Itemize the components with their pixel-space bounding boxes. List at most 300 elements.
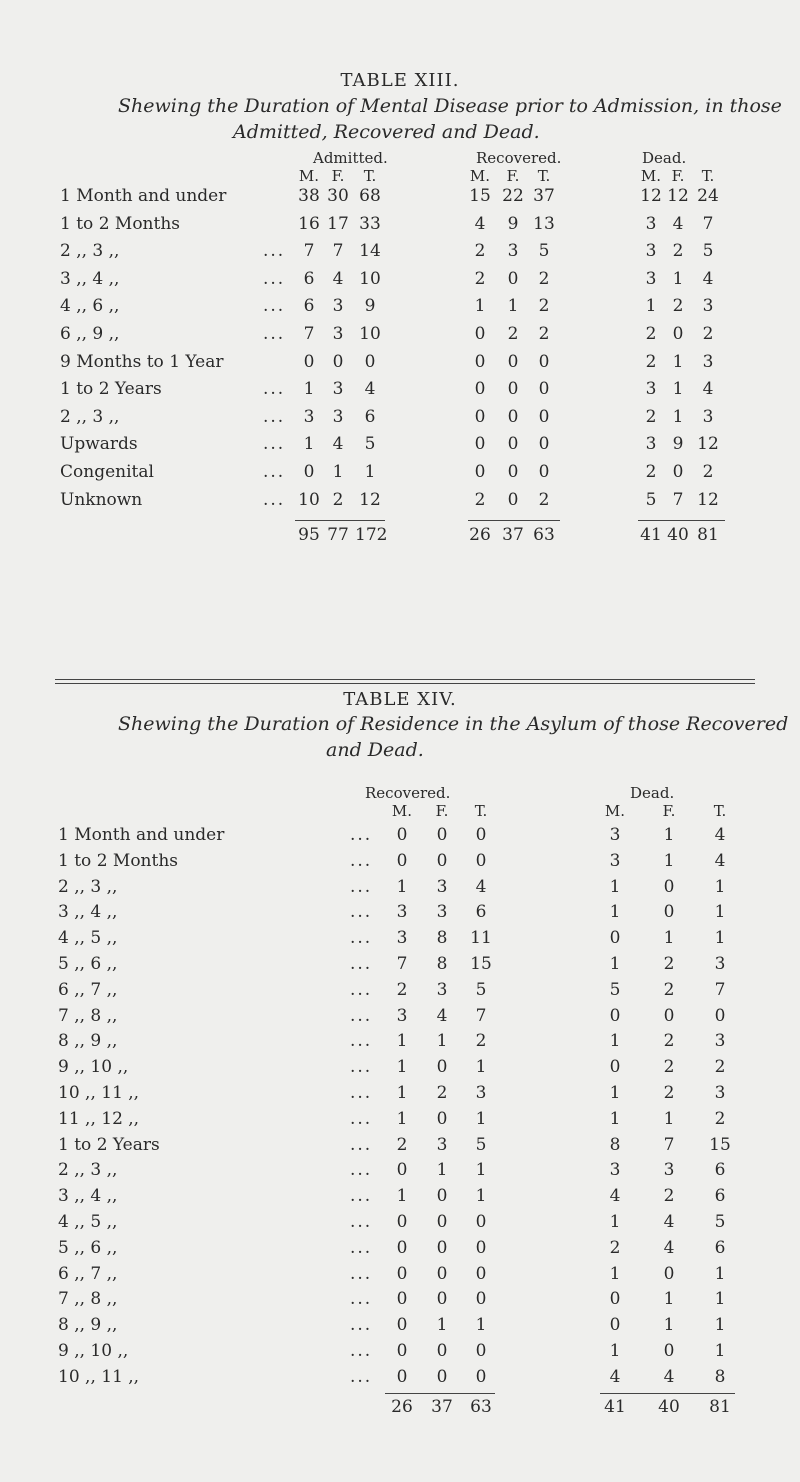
- t14-row-value: 0: [436, 1108, 448, 1129]
- t14-row-value: 0: [609, 1005, 621, 1026]
- t14-row-value: 0: [663, 1263, 675, 1284]
- t14-row-leader: ...: [350, 1237, 373, 1258]
- t14-row-leader: ...: [350, 825, 373, 845]
- t14-row-value: 0: [475, 1212, 487, 1232]
- t14-row-value: 3: [396, 928, 408, 949]
- t13-subhead: F.: [671, 167, 685, 185]
- t14-row-value: 1: [609, 1341, 621, 1361]
- t14-row-value: 2: [436, 1083, 448, 1103]
- t13-row-value: 0: [474, 434, 486, 455]
- t14-row-leader: ...: [350, 1315, 373, 1336]
- t14-row-value: 1: [663, 1108, 675, 1129]
- table14-subtitle-1: Shewing the Duration of Residence in the Asylum of those Recovered: [118, 713, 789, 735]
- t13-row-value: 5: [538, 241, 550, 262]
- t13-row-value: 2: [538, 324, 550, 344]
- t14-row-value: 3: [396, 1005, 408, 1026]
- t14-row-value: 15: [709, 1134, 731, 1155]
- t14-row-leader: ...: [350, 1289, 373, 1310]
- t14-row-value: 1: [396, 1031, 408, 1052]
- t13-row-value: 14: [359, 241, 381, 262]
- t14-row-value: 3: [436, 1134, 448, 1155]
- t14-row-leader: ...: [350, 1108, 373, 1129]
- t14-row-value: 0: [436, 1212, 448, 1232]
- t13-row-value: 5: [364, 434, 376, 455]
- t14-row-value: 2: [714, 1057, 726, 1078]
- t14-row-value: 0: [714, 1005, 726, 1026]
- t13-subhead: M.: [640, 167, 662, 185]
- t13-group-recovered: Recovered.: [476, 149, 562, 167]
- t13-row-value: 3: [507, 241, 519, 262]
- t14-row-label: 3 ,, 4 ,,: [58, 902, 118, 923]
- t13-row-value: 10: [298, 489, 320, 510]
- t13-row-value: 3: [645, 434, 657, 455]
- t14-row-value: 1: [436, 1031, 448, 1052]
- t14-total-value: 26: [391, 1397, 413, 1417]
- t13-total-rule: [638, 520, 725, 521]
- t13-row-value: 0: [538, 434, 550, 455]
- t14-row-value: 7: [663, 1134, 675, 1155]
- t14-subhead: M.: [391, 802, 413, 820]
- t14-row-value: 0: [609, 928, 621, 949]
- t13-row-value: 0: [507, 379, 519, 400]
- t13-row-value: 9: [672, 434, 684, 455]
- t13-table-row: [0, 490, 800, 520]
- t13-row-value: 0: [332, 351, 344, 372]
- t13-row-value: 13: [533, 213, 555, 234]
- t13-row-value: 0: [672, 324, 684, 344]
- t13-row-leader: ...: [263, 268, 286, 289]
- t13-table-row: [0, 462, 800, 492]
- t13-row-value: 5: [702, 241, 714, 262]
- t14-row-value: 2: [663, 1057, 675, 1078]
- t13-row-value: 2: [507, 324, 519, 344]
- t14-row-value: 8: [714, 1366, 726, 1387]
- t14-row-value: 0: [475, 1237, 487, 1258]
- table13-title: TABLE XIII.: [340, 70, 460, 91]
- t13-row-leader: ...: [263, 462, 286, 482]
- t13-row-value: 2: [672, 296, 684, 317]
- t14-row-leader: ...: [350, 1005, 373, 1026]
- t13-row-value: 0: [303, 351, 315, 372]
- t13-row-value: 24: [697, 186, 719, 206]
- t14-row-value: 1: [609, 1083, 621, 1103]
- t14-row-value: 11: [470, 928, 492, 949]
- t13-row-value: 1: [303, 434, 315, 455]
- t13-row-value: 1: [672, 268, 684, 289]
- t13-row-value: 0: [474, 406, 486, 427]
- t14-row-value: 1: [609, 902, 621, 923]
- t13-row-value: 2: [702, 462, 714, 482]
- t14-row-value: 1: [436, 1315, 448, 1336]
- t13-total-value: 26: [469, 525, 491, 545]
- t13-row-value: 10: [359, 324, 381, 344]
- t14-row-value: 1: [609, 1031, 621, 1052]
- t14-row-label: 4 ,, 5 ,,: [58, 1212, 118, 1232]
- t14-row-value: 0: [475, 1341, 487, 1361]
- t13-row-value: 9: [364, 296, 376, 317]
- t13-total-rule: [295, 520, 385, 521]
- t14-row-value: 8: [609, 1134, 621, 1155]
- t14-total-rule: [600, 1393, 735, 1394]
- t14-row-label: 1 to 2 Months: [58, 850, 179, 871]
- t13-table-row: [0, 407, 800, 437]
- t14-row-value: 6: [714, 1160, 726, 1181]
- t14-row-leader: ...: [350, 1212, 373, 1232]
- t13-row-value: 7: [303, 241, 315, 262]
- t14-row-leader: ...: [350, 876, 373, 897]
- t13-row-value: 5: [645, 489, 657, 510]
- t13-row-value: 1: [303, 379, 315, 400]
- t14-row-value: 0: [396, 1341, 408, 1361]
- t13-row-value: 0: [474, 379, 486, 400]
- t14-row-value: 1: [609, 1263, 621, 1284]
- t14-row-value: 0: [436, 1057, 448, 1078]
- t14-row-leader: ...: [350, 850, 373, 871]
- t13-bottom-rule-2: [55, 683, 755, 684]
- t14-row-value: 0: [396, 1160, 408, 1181]
- t14-row-value: 1: [396, 1083, 408, 1103]
- t14-row-label: 5 ,, 6 ,,: [58, 1237, 118, 1258]
- t13-row-value: 1: [332, 462, 344, 482]
- t13-totals: [0, 525, 800, 555]
- t14-row-value: 2: [714, 1108, 726, 1129]
- t14-row-value: 0: [396, 825, 408, 845]
- t14-row-value: 3: [714, 1083, 726, 1103]
- t13-row-label: 3 ,, 4 ,,: [60, 268, 120, 289]
- t13-row-leader: ...: [263, 324, 286, 344]
- t14-row-value: 0: [663, 876, 675, 897]
- t13-row-value: 4: [672, 213, 684, 234]
- t14-row-leader: ...: [350, 1366, 373, 1387]
- t13-row-value: 0: [474, 351, 486, 372]
- t13-row-label: 4 ,, 6 ,,: [60, 296, 120, 317]
- t14-row-value: 7: [714, 979, 726, 1000]
- t14-row-value: 1: [609, 1212, 621, 1232]
- t13-row-value: 2: [645, 406, 657, 427]
- t13-row-value: 2: [645, 462, 657, 482]
- t13-subhead: T.: [701, 167, 715, 185]
- t14-row-value: 0: [396, 1289, 408, 1310]
- t13-row-leader: ...: [263, 241, 286, 262]
- t13-row-value: 0: [538, 462, 550, 482]
- t13-row-value: 2: [672, 241, 684, 262]
- t13-total-value: 37: [502, 525, 524, 545]
- t13-row-value: 9: [507, 213, 519, 234]
- t14-row-value: 0: [475, 1289, 487, 1310]
- t14-row-value: 5: [475, 1134, 487, 1155]
- t14-row-value: 0: [436, 850, 448, 871]
- t13-table-row: [0, 352, 800, 382]
- t14-row-value: 7: [475, 1005, 487, 1026]
- t13-row-value: 15: [469, 186, 491, 206]
- t13-row-value: 1: [364, 462, 376, 482]
- t14-row-value: 3: [436, 876, 448, 897]
- t14-row-value: 0: [475, 825, 487, 845]
- t13-row-label: 6 ,, 9 ,,: [60, 324, 120, 344]
- t14-row-value: 0: [436, 1186, 448, 1207]
- t13-row-value: 3: [332, 406, 344, 427]
- t13-row-label: 1 Month and under: [60, 186, 227, 206]
- t14-row-value: 1: [475, 1160, 487, 1181]
- t13-row-value: 2: [538, 296, 550, 317]
- t14-row-value: 0: [436, 1341, 448, 1361]
- t13-subhead: F.: [331, 167, 345, 185]
- t13-total-value: 41: [640, 525, 662, 545]
- t14-row-value: 15: [470, 954, 492, 974]
- t13-row-label: Congenital: [60, 462, 154, 482]
- t13-row-value: 2: [332, 489, 344, 510]
- t13-row-value: 16: [298, 213, 320, 234]
- t14-row-value: 1: [396, 1108, 408, 1129]
- t14-row-label: 5 ,, 6 ,,: [58, 954, 118, 974]
- t13-row-value: 3: [702, 406, 714, 427]
- t14-row-value: 0: [436, 825, 448, 845]
- t13-subhead: M.: [469, 167, 491, 185]
- t14-subhead: T.: [474, 802, 488, 820]
- t13-row-value: 4: [364, 379, 376, 400]
- t14-row-value: 2: [663, 1083, 675, 1103]
- t14-row-value: 1: [396, 876, 408, 897]
- t13-row-value: 2: [474, 489, 486, 510]
- t13-row-value: 1: [672, 406, 684, 427]
- t13-row-value: 38: [298, 186, 320, 206]
- t13-group-admitted: Admitted.: [313, 149, 388, 167]
- t14-row-value: 1: [436, 1160, 448, 1181]
- t14-row-value: 3: [475, 1083, 487, 1103]
- table13-subtitle-1: Shewing the Duration of Mental Disease prior to Admission, in those: [118, 95, 782, 117]
- t13-row-leader: ...: [263, 379, 286, 400]
- t14-row-value: 5: [609, 979, 621, 1000]
- t14-row-leader: ...: [350, 1031, 373, 1052]
- t14-row-value: 5: [475, 979, 487, 1000]
- t14-row-label: 2 ,, 3 ,,: [58, 1160, 118, 1181]
- t13-row-value: 3: [645, 241, 657, 262]
- t14-row-value: 0: [436, 1263, 448, 1284]
- t13-table-row: [0, 296, 800, 326]
- t13-total-value: 172: [355, 525, 388, 545]
- t13-row-value: 12: [640, 186, 662, 206]
- t13-row-value: 4: [702, 379, 714, 400]
- t14-row-value: 4: [609, 1366, 621, 1387]
- t14-row-label: 3 ,, 4 ,,: [58, 1186, 118, 1207]
- t14-row-value: 1: [475, 1315, 487, 1336]
- t14-row-value: 6: [714, 1237, 726, 1258]
- t14-subhead: T.: [713, 802, 727, 820]
- t14-row-leader: ...: [350, 1160, 373, 1181]
- t14-row-value: 2: [396, 979, 408, 1000]
- t14-row-value: 5: [714, 1212, 726, 1232]
- t13-row-value: 0: [507, 489, 519, 510]
- t13-row-value: 1: [474, 296, 486, 317]
- t13-row-value: 1: [645, 296, 657, 317]
- t14-row-value: 1: [714, 1315, 726, 1336]
- t13-total-value: 77: [327, 525, 349, 545]
- t13-row-leader: ...: [263, 406, 286, 427]
- t13-row-value: 4: [474, 213, 486, 234]
- t14-row-value: 1: [714, 876, 726, 897]
- t13-row-value: 1: [507, 296, 519, 317]
- t14-row-value: 0: [436, 1237, 448, 1258]
- t13-row-value: 7: [702, 213, 714, 234]
- t14-row-value: 1: [663, 928, 675, 949]
- table14-title: TABLE XIV.: [343, 689, 457, 710]
- t13-table-row: [0, 379, 800, 409]
- t14-row-value: 4: [663, 1366, 675, 1387]
- t14-row-value: 3: [714, 1031, 726, 1052]
- t14-row-leader: ...: [350, 954, 373, 974]
- t13-row-value: 4: [332, 434, 344, 455]
- t14-row-value: 1: [663, 1289, 675, 1310]
- t13-row-value: 0: [672, 462, 684, 482]
- t14-row-value: 1: [663, 1315, 675, 1336]
- t13-row-value: 3: [645, 213, 657, 234]
- t13-row-value: 3: [702, 296, 714, 317]
- t14-row-value: 1: [475, 1186, 487, 1207]
- t13-row-value: 12: [359, 489, 381, 510]
- t13-row-value: 12: [697, 434, 719, 455]
- t14-row-value: 1: [475, 1057, 487, 1078]
- t14-row-value: 8: [436, 954, 448, 974]
- t13-row-value: 3: [645, 379, 657, 400]
- t14-row-value: 2: [609, 1237, 621, 1258]
- t13-total-value: 81: [697, 525, 719, 545]
- t13-row-label: 2 ,, 3 ,,: [60, 406, 120, 427]
- t13-row-value: 17: [327, 213, 349, 234]
- t13-row-value: 7: [332, 241, 344, 262]
- t14-row-label: 8 ,, 9 ,,: [58, 1315, 118, 1336]
- t14-total-rule: [385, 1393, 495, 1394]
- t14-row-value: 4: [609, 1186, 621, 1207]
- t14-row-value: 1: [396, 1057, 408, 1078]
- t13-row-value: 4: [702, 268, 714, 289]
- t13-row-value: 6: [364, 406, 376, 427]
- t13-row-value: 0: [507, 434, 519, 455]
- t14-row-value: 0: [609, 1289, 621, 1310]
- t14-row-label: 1 to 2 Years: [58, 1134, 160, 1155]
- t14-row-value: 2: [475, 1031, 487, 1052]
- t13-row-value: 0: [507, 268, 519, 289]
- t13-subhead: T.: [537, 167, 551, 185]
- t14-row-label: 6 ,, 7 ,,: [58, 979, 118, 1000]
- t13-row-value: 0: [474, 462, 486, 482]
- t14-row-value: 0: [396, 1366, 408, 1387]
- t14-row-value: 2: [663, 954, 675, 974]
- t14-row-value: 1: [609, 876, 621, 897]
- t14-row-leader: ...: [350, 1083, 373, 1103]
- t14-row-label: 1 Month and under: [58, 825, 225, 845]
- t13-table-row: [0, 434, 800, 464]
- t14-row-value: 3: [609, 850, 621, 871]
- t13-row-value: 3: [702, 351, 714, 372]
- t13-row-value: 3: [332, 296, 344, 317]
- t14-row-value: 4: [714, 825, 726, 845]
- t13-row-value: 2: [474, 268, 486, 289]
- table13-subtitle-2: Admitted, Recovered and Dead.: [233, 121, 540, 143]
- t13-row-label: Unknown: [60, 489, 143, 510]
- t13-row-value: 0: [507, 351, 519, 372]
- t14-row-value: 2: [663, 979, 675, 1000]
- t13-row-value: 0: [538, 406, 550, 427]
- t13-row-value: 7: [672, 489, 684, 510]
- t14-row-value: 4: [663, 1212, 675, 1232]
- t13-row-value: 2: [645, 351, 657, 372]
- t13-row-value: 2: [474, 241, 486, 262]
- t14-row-value: 4: [714, 850, 726, 871]
- t14-row-leader: ...: [350, 1186, 373, 1207]
- t14-row-value: 1: [609, 954, 621, 974]
- t13-row-value: 4: [332, 268, 344, 289]
- t13-row-label: 1 to 2 Years: [60, 379, 162, 400]
- t13-row-value: 3: [332, 324, 344, 344]
- t14-total-value: 63: [470, 1397, 492, 1417]
- t14-row-value: 3: [609, 825, 621, 845]
- t14-row-value: 3: [396, 902, 408, 923]
- t14-row-label: 9 ,, 10 ,,: [58, 1057, 129, 1078]
- table14-subtitle-2: and Dead.: [326, 739, 424, 761]
- t14-row-value: 1: [663, 850, 675, 871]
- t14-row-value: 0: [475, 1366, 487, 1387]
- t14-total-value: 37: [431, 1397, 453, 1417]
- t13-subhead: M.: [298, 167, 320, 185]
- t13-bottom-rule: [55, 679, 755, 680]
- t13-table-row: [0, 186, 800, 216]
- t14-row-value: 4: [436, 1005, 448, 1026]
- t13-row-value: 68: [359, 186, 381, 206]
- t14-row-label: 9 ,, 10 ,,: [58, 1341, 129, 1361]
- t14-row-value: 0: [609, 1057, 621, 1078]
- t14-row-value: 1: [714, 902, 726, 923]
- t14-row-value: 1: [714, 1263, 726, 1284]
- t14-row-leader: ...: [350, 1341, 373, 1361]
- t14-row-leader: ...: [350, 1263, 373, 1284]
- t14-total-value: 41: [604, 1397, 626, 1417]
- t14-row-value: 1: [714, 928, 726, 949]
- t14-row-value: 6: [475, 902, 487, 923]
- t14-group-dead: Dead.: [630, 784, 675, 802]
- t13-row-label: 1 to 2 Months: [60, 213, 181, 234]
- t14-row-value: 2: [663, 1186, 675, 1207]
- t13-row-value: 2: [538, 268, 550, 289]
- t13-table-row: [0, 324, 800, 354]
- t14-row-value: 3: [714, 954, 726, 974]
- t14-row-label: 7 ,, 8 ,,: [58, 1005, 118, 1026]
- t13-row-label: 2 ,, 3 ,,: [60, 241, 120, 262]
- t14-row-value: 3: [436, 902, 448, 923]
- t14-row-value: 0: [475, 1263, 487, 1284]
- t14-row-leader: ...: [350, 979, 373, 1000]
- t13-row-value: 0: [538, 351, 550, 372]
- t14-row-value: 0: [396, 850, 408, 871]
- t13-row-label: 9 Months to 1 Year: [60, 351, 224, 372]
- t13-row-leader: ...: [263, 296, 286, 317]
- t13-row-value: 2: [702, 324, 714, 344]
- t14-row-value: 0: [663, 1005, 675, 1026]
- t13-row-value: 2: [538, 489, 550, 510]
- t13-total-rule: [468, 520, 560, 521]
- t14-row-value: 1: [714, 1289, 726, 1310]
- t14-row-label: 2 ,, 3 ,,: [58, 876, 118, 897]
- t14-row-value: 2: [663, 1031, 675, 1052]
- t13-row-value: 0: [507, 406, 519, 427]
- t14-row-label: 7 ,, 8 ,,: [58, 1289, 118, 1310]
- t14-totals: [0, 1397, 800, 1427]
- t14-row-value: 2: [396, 1134, 408, 1155]
- t14-row-value: 3: [663, 1160, 675, 1181]
- t14-row-value: 1: [609, 1108, 621, 1129]
- t14-row-value: 1: [663, 825, 675, 845]
- t14-row-leader: ...: [350, 902, 373, 923]
- t14-subhead: F.: [435, 802, 449, 820]
